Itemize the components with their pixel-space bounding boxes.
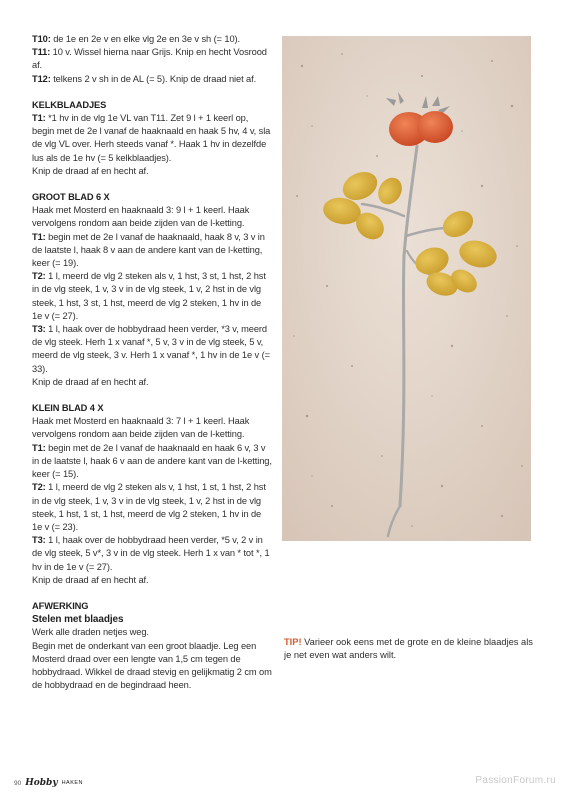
closing-line: Knip de draad af en hecht af. bbox=[32, 165, 149, 176]
stone-background bbox=[282, 36, 531, 541]
row-t10: T10: de 1e en 2e v en elke vlg 2e en 3e v sh (= 10). bbox=[32, 34, 240, 44]
row-t3: T3: 1 l, haak over de hobbydraad heen verder, *5 v, 2 v in de vlg steek, 5 v*, 3 v in de vlg steek. Herh 1 x van * tot *, 1 hv in de 1e v (= 27). bbox=[32, 535, 270, 572]
magazine-logo-sub: HAKEN bbox=[61, 780, 84, 786]
magazine-logo: Hobby bbox=[25, 778, 58, 788]
page-number: 90 bbox=[14, 779, 22, 787]
tip-label: TIP! bbox=[284, 637, 302, 647]
closing-line: Knip de draad af en hecht af. bbox=[32, 376, 149, 387]
tip-box bbox=[284, 636, 534, 662]
row-t2: T2: 1 l, meerd de vlg 2 steken als v, 1 hst, 1 st, 1 hst, 2 hst in de vlg steek, 1 v, 3 v in de vlg steek, 1 v, 2 hst in de vlg steek, 1 hst, 1 st, 1 hst, meerd de vlg 2 steken, 1 hv in de 1e v (= 23). bbox=[32, 482, 266, 532]
paragraph: Werk alle draden netjes weg. bbox=[32, 627, 149, 638]
row-t12: T12: telkens 2 v sh in de AL (= 5). Knip de draad niet af. bbox=[32, 73, 257, 84]
intro-text: Haak met Mosterd en haaknaald 3: 7 l + 1 keerl. Haak vervolgens rondom aan beide zijden van de l-ketting. bbox=[32, 416, 250, 440]
row-t1: T1: begin met de 2e l vanaf de haaknaald en haak 6 v, 3 v in de laatste l, haak 6 v aan de andere kant van de l-ketting, keer (= 15). bbox=[32, 442, 272, 480]
paragraph: Begin met de onderkant van een groot blaadje. Leg een Mosterd draad over een lengte van 1,5 cm tegen de hobbydraad. Wikkel de draad stevig en gelijkmatig 2 cm om de hobbydraad en de begindraad heen. bbox=[32, 640, 272, 691]
closing-line: Knip de draad af en hecht af. bbox=[32, 574, 149, 585]
tip-text: Varieer ook eens met de grote en de kleine blaadjes als je net even wat anders wilt. bbox=[284, 637, 533, 660]
row-t3: T3: 1 l, haak over de hobbydraad heen verder, *3 v, meerd de vlg steek. Herh 1 x vanaf *, 5 v, 3 v in de vlg steek, 5 v, meerd de vlg steek, 3 v. Herh 1 x vanaf *, 1 hv in de 1e v (= 33). bbox=[32, 324, 270, 374]
section-heading: GROOT BLAD 6 X bbox=[32, 192, 110, 203]
intro-text: Haak met Mosterd en haaknaald 3: 9 l + 1 keerl. Haak vervolgens rondom aan beide zijden van de l-ketting. bbox=[32, 205, 250, 229]
section-groot-blad bbox=[32, 191, 272, 389]
section-kelkblaadjes bbox=[32, 99, 272, 178]
section-heading: KELKBLAADJES bbox=[32, 99, 107, 110]
page-footer bbox=[14, 776, 83, 790]
row-t1: T1: *1 hv in de vlg 1e VL van T11. Zet 9 l + 1 keerl op, begin met de 2e l vanaf de haaknaald en haak 5 hv, 4 v, sla de vlg VL over. Herh steeds vanaf *. Haak 1 hv in dezelfde lus als de 1e hv (= 5 kelkblaadjes). bbox=[32, 113, 271, 163]
top-rows bbox=[32, 33, 272, 86]
watermark-text: PassionForum.ru bbox=[475, 775, 556, 786]
rosehip-berry bbox=[417, 111, 453, 143]
section-heading: KLEIN BLAD 4 X bbox=[32, 403, 104, 414]
photo-illustration bbox=[282, 36, 531, 541]
instructions-column bbox=[32, 33, 272, 705]
section-heading: AFWERKING bbox=[32, 600, 89, 611]
section-klein-blad bbox=[32, 402, 272, 587]
row-t11: T11: 10 v. Wissel hierna naar Grijs. Knip en hecht Vosrood af. bbox=[32, 47, 267, 71]
section-subheading: Stelen met blaadjes bbox=[32, 614, 124, 626]
crochet-rose-branch-photo bbox=[282, 36, 531, 541]
row-t1: T1: begin met de 2e l vanaf de haaknaald, haak 8 v, 3 v in de laatste l, haak 8 v aan de andere kant van de l-ketting, keer (= 19). bbox=[32, 231, 265, 269]
section-afwerking bbox=[32, 600, 272, 692]
row-t2: T2: 1 l, meerd de vlg 2 steken als v, 1 hst, 3 st, 1 hst, 2 hst in de vlg steek, 1 v, 3 v in de vlg steek, 1 v, 2 hst in de vlg steek, 1 hst, 3 st, 1 hst, meerd de vlg 2 steken, 1 hv in de 1e v (= 27). bbox=[32, 271, 266, 321]
